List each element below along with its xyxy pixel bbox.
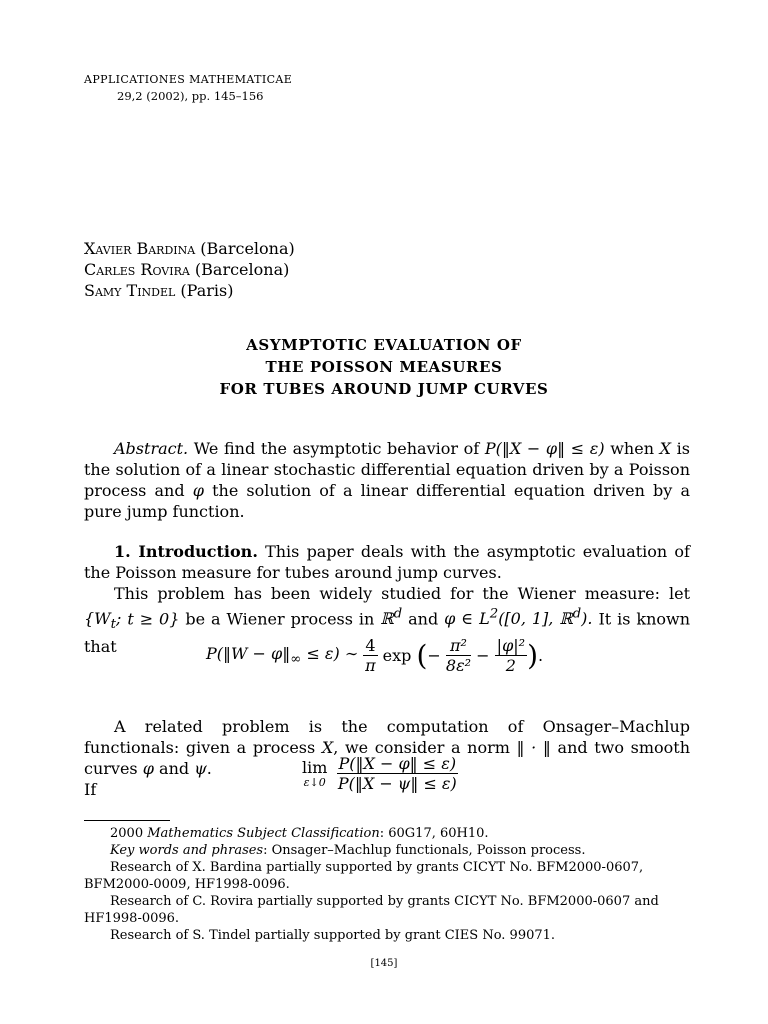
abstract-text: when: [610, 439, 654, 458]
abstract-label: Abstract.: [114, 439, 189, 458]
author-name: Carles Rovira: [84, 260, 190, 279]
intro-math: {$W_t$;: [84, 609, 122, 633]
footnote-rule: [84, 820, 170, 821]
intro-paragraph: [84, 541, 690, 583]
author-line: [84, 259, 295, 280]
intro-text: It is known that: [84, 609, 691, 656]
footnote-keywords: Key words and phrases: Onsager–Machlup functionals, Poisson process.: [110, 843, 586, 858]
intro-math: ℝ$^d$: [380, 607, 403, 629]
eq-fraction: $\frac{4}{\pi}$: [365, 636, 376, 675]
footnote-grant: Research of X. Bardina partially supported by grants CICYT No. BFM2000-0607, BFM2000-0009, HF1998-0096.: [84, 860, 644, 892]
abstract-text: is the solution of a linear stochastic differential equation driven by a Poisson process and: [84, 439, 690, 500]
related-text: If: [84, 780, 97, 799]
abstract: [84, 438, 690, 522]
footnote-grant: Research of C. Rovira partially supported by grants CICYT No. BFM2000-0607 and HF1998-0096.: [84, 894, 659, 926]
abstract-text: the solution of a linear differential equation driven by a pure jump function.: [84, 481, 691, 521]
author-line: [84, 238, 295, 259]
eq-paren-open: (: [416, 639, 428, 672]
eq-exp: exp: [382, 646, 412, 665]
eq-fraction: $\frac{\text{|φ|²}}{2}$: [496, 636, 526, 675]
author-name: Samy Tindel: [84, 281, 176, 300]
author-affiliation: (Barcelona): [200, 239, 295, 258]
title-line: FOR TUBES AROUND JUMP CURVES: [219, 380, 549, 398]
title-line: ASYMPTOTIC EVALUATION OF: [246, 336, 522, 354]
abstract-math: P(‖X − φ‖ ≤ ε): [484, 439, 605, 458]
abstract-math: X: [659, 439, 672, 458]
section-heading: 1. Introduction.: [114, 542, 258, 561]
intro-text: This paper deals with the asymptotic evaluation of the Poisson measure for tubes around jump curves.: [84, 542, 690, 582]
footnote-grant: Research of S. Tindel partially supported by grant CIES No. 99071.: [110, 928, 556, 943]
footnote-msc: 2000 Mathematics Subject Classification: 60G17, 60H10.: [110, 826, 489, 841]
related-math: φ: [142, 759, 154, 778]
author-affiliation: (Paris): [180, 281, 234, 300]
author-list: [84, 238, 295, 301]
paper-title: [84, 334, 684, 400]
eq-fraction: $\frac{P(‖X - \varphi‖ \le \varepsilon)}{P(‖X - \psi‖ \le \varepsilon)}$: [337, 754, 457, 793]
intro-math: t ≥ 0}: [127, 609, 180, 629]
related-math: ψ: [194, 759, 207, 778]
author-line: [84, 280, 295, 301]
related-text: and: [159, 759, 190, 778]
intro-text: and: [408, 609, 439, 629]
journal-volume: 29,2 (2002), pp. 145–156: [117, 89, 264, 103]
eq-minus: −: [476, 646, 490, 665]
equation-2: [302, 754, 482, 798]
eq-period: .: [538, 646, 544, 665]
related-text: , we consider a norm: [333, 738, 510, 757]
intro-text: This problem has been widely studied for the Wiener measure: let: [114, 584, 690, 603]
intro-math: φ ∈ $L^2([0$, 1], ℝ$^d$).: [444, 607, 593, 629]
abstract-text: We find the asymptotic behavior of: [193, 439, 480, 458]
intro-text: be a Wiener process in: [185, 609, 375, 629]
title-line: THE POISSON MEASURES: [265, 358, 503, 376]
related-text: .: [206, 759, 212, 778]
journal-header: [84, 72, 292, 104]
related-text: and two smooth curves: [84, 738, 691, 778]
page-number: [145]: [370, 958, 398, 969]
author-affiliation: (Barcelona): [194, 260, 290, 279]
related-math: X: [321, 738, 334, 757]
related-text: A related problem is the computation of Onsager–Machlup functionals: given a process: [84, 717, 690, 757]
journal-name: APPLICATIONES MATHEMATICAE: [84, 73, 293, 86]
eq-fraction: $\frac{\text{π²}}{\text{8ε²}}$: [445, 636, 472, 675]
abstract-math: φ: [192, 481, 204, 500]
eq-minus: −: [427, 646, 441, 665]
equation-1: [206, 636, 576, 682]
eq-limit: lim ε↓0: [302, 757, 328, 789]
eq-lhs: P(‖W − $\varphi‖_\infty \le \varepsilon$) ∼: [206, 643, 359, 668]
author-name: Xavier Bardina: [84, 239, 196, 258]
related-math: ‖ · ‖: [516, 738, 551, 757]
footnotes: [84, 825, 690, 944]
eq-paren-close: ): [527, 639, 539, 672]
